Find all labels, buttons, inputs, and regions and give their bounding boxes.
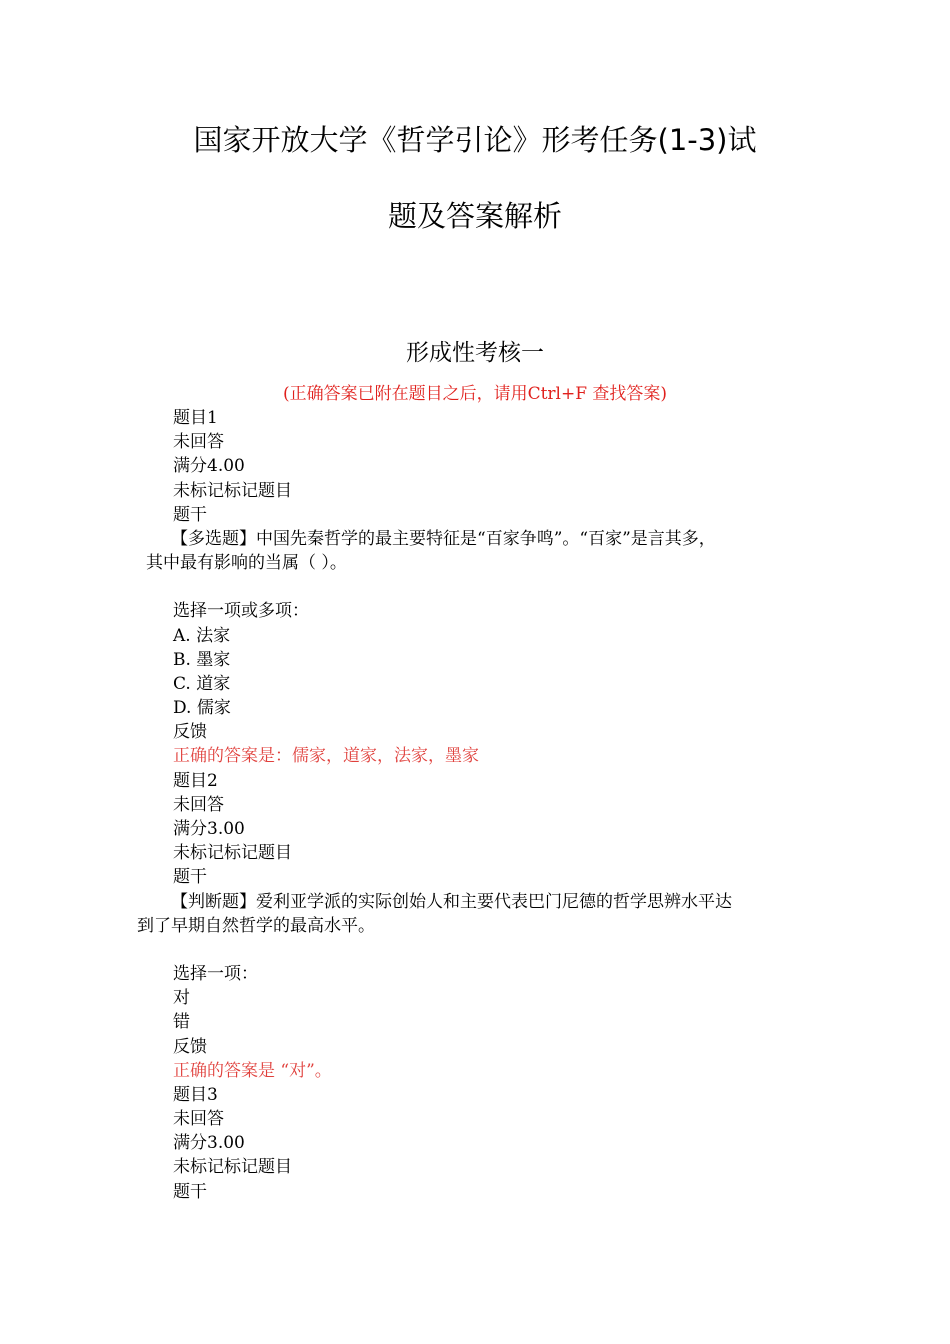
question-list bbox=[137, 406, 833, 1204]
option-true[interactable]: 对 bbox=[173, 988, 190, 1009]
option-b[interactable]: B. 墨家 bbox=[173, 649, 231, 670]
question-stem-line1: 【判断题】爱利亚学派的实际创始人和主要代表巴门尼德的哲学思辨水平达 bbox=[171, 891, 732, 912]
flag-question-link[interactable]: 未标记标记题目 bbox=[173, 480, 292, 501]
question-number: 题目2 bbox=[173, 770, 218, 791]
option-c[interactable]: C. 道家 bbox=[173, 673, 231, 694]
question-number: 题目3 bbox=[173, 1084, 218, 1105]
document-title-line1: 国家开放大学《哲学引论》形考任务(1-3)试 bbox=[193, 123, 757, 157]
option-false[interactable]: 错 bbox=[173, 1012, 190, 1033]
question-status: 未回答 bbox=[173, 794, 224, 815]
correct-answer: 正确的答案是 “对”。 bbox=[173, 1060, 332, 1081]
question-stem-line2: 到了早期自然哲学的最高水平。 bbox=[137, 915, 375, 936]
question-stem-line1: 【多选题】中国先秦哲学的最主要特征是“百家争鸣”。“百家”是言其多， bbox=[171, 528, 716, 549]
question-2 bbox=[137, 769, 833, 1083]
question-stem-label: 题干 bbox=[173, 867, 207, 888]
question-stem-label: 题干 bbox=[173, 1181, 207, 1202]
correct-answer: 正确的答案是：儒家，道家，法家，墨家 bbox=[173, 746, 479, 767]
question-score: 满分3.00 bbox=[173, 1133, 245, 1154]
question-score: 满分3.00 bbox=[173, 819, 245, 839]
question-stem-label: 题干 bbox=[173, 504, 207, 525]
flag-question-link[interactable]: 未标记标记题目 bbox=[173, 843, 292, 864]
question-stem-line2: 其中最有影响的当属（ ）。 bbox=[146, 553, 347, 574]
question-status: 未回答 bbox=[173, 1109, 224, 1130]
question-status: 未回答 bbox=[173, 432, 224, 453]
choice-prompt: 选择一项或多项： bbox=[173, 601, 309, 622]
document-title-line2: 题及答案解析 bbox=[387, 199, 562, 233]
answer-notice: (正确答案已附在题目之后，请用Ctrl+F 查找答案) bbox=[282, 384, 668, 404]
section-title: 形成性考核一 bbox=[406, 340, 544, 366]
question-3 bbox=[173, 1083, 833, 1204]
choice-prompt: 选择一项： bbox=[173, 963, 258, 984]
flag-question-link[interactable]: 未标记标记题目 bbox=[173, 1157, 292, 1178]
question-score: 满分4.00 bbox=[173, 456, 245, 477]
option-d[interactable]: D. 儒家 bbox=[173, 698, 231, 719]
feedback-label: 反馈 bbox=[173, 722, 207, 743]
feedback-label: 反馈 bbox=[173, 1036, 207, 1057]
question-number: 题目1 bbox=[173, 408, 218, 428]
question-1 bbox=[146, 406, 833, 769]
option-a[interactable]: A. 法家 bbox=[173, 625, 231, 646]
